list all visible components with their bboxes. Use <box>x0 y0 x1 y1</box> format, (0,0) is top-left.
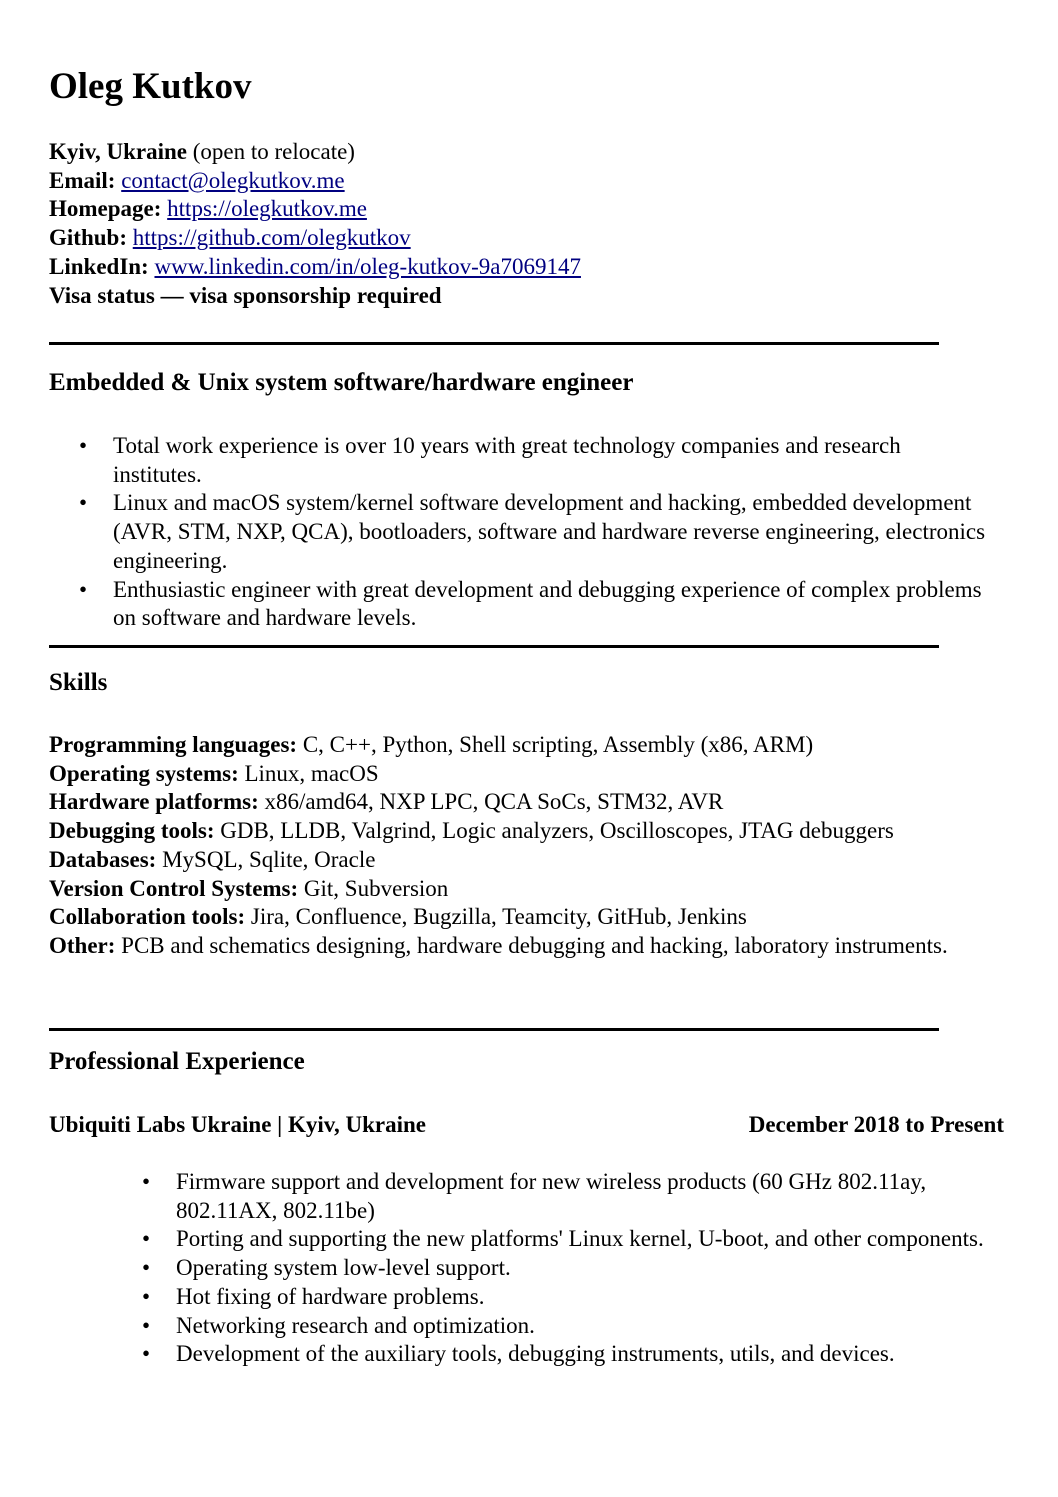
job-company: Ubiquiti Labs Ukraine | Kyiv, Ukraine <box>49 1112 426 1137</box>
list-item-text: Porting and supporting the new platforms' Linux kernel, U-boot, and other components. <box>176 1226 984 1252</box>
linkedin-label: LinkedIn: <box>49 253 155 279</box>
list-item-text: Firmware support and development for new wireless products (60 GHz 802.11ay, 802.11AX, 802.11be) <box>176 1169 927 1223</box>
bullet-icon: • <box>79 433 88 458</box>
list-item <box>79 576 993 633</box>
linkedin-link[interactable]: www.linkedin.com/in/oleg-kutkov-9a7069147 <box>154 253 581 279</box>
skill-value: Jira, Confluence, Bugzilla, Teamcity, GitHub, Jenkins <box>245 904 747 930</box>
list-item <box>79 489 993 575</box>
bullet-icon: • <box>79 576 88 602</box>
summary-heading: Embedded & Unix system software/hardware engineer <box>49 369 634 396</box>
homepage-link[interactable]: https://olegkutkov.me <box>167 196 367 222</box>
bullet-icon: • <box>142 1169 151 1194</box>
bullet-icon: • <box>142 1283 151 1309</box>
skill-row <box>49 731 989 760</box>
summary-list <box>79 432 993 633</box>
job-duties-list <box>142 1168 996 1369</box>
list-item-text: Operating system low-level support. <box>176 1255 511 1281</box>
location-line <box>49 138 581 167</box>
list-item-text: Networking research and optimization. <box>176 1312 535 1338</box>
skill-label: Collaboration tools: <box>49 904 246 930</box>
list-item <box>142 1225 996 1254</box>
github-line <box>49 224 581 253</box>
list-item-text: Total work experience is over 10 years with great technology companies and research institutes. <box>113 433 901 487</box>
skill-row <box>49 788 989 817</box>
skill-label: Operating systems: <box>49 760 239 786</box>
skill-label: Version Control Systems: <box>49 875 299 901</box>
skill-value: MySQL, Sqlite, Oracle <box>156 846 376 872</box>
skill-row <box>49 903 989 932</box>
list-item <box>142 1283 996 1312</box>
list-item-text: Linux and macOS system/kernel software development and hacking, embedded development (AVR, STM, NXP, QCA), bootloaders, software and hardware reverse engineering, electronics engineering. <box>113 490 986 573</box>
skill-row <box>49 875 989 904</box>
list-item <box>142 1312 996 1341</box>
github-link[interactable]: https://github.com/olegkutkov <box>132 225 411 251</box>
resume-name: Oleg Kutkov <box>49 66 252 107</box>
skill-row <box>49 932 989 961</box>
list-item <box>142 1254 996 1283</box>
skill-value: PCB and schematics designing, hardware debugging and hacking, laboratory instruments. <box>115 932 948 958</box>
list-item <box>142 1168 996 1225</box>
skill-row <box>49 760 989 789</box>
skill-label: Hardware platforms: <box>49 789 259 815</box>
skill-row <box>49 817 989 846</box>
skills-heading: Skills <box>49 669 108 696</box>
skill-value: GDB, LLDB, Valgrind, Logic analyzers, Oscilloscopes, JTAG debuggers <box>214 818 894 844</box>
skill-value: C, C++, Python, Shell scripting, Assembly (x86, ARM) <box>297 732 814 757</box>
email-line <box>49 167 581 196</box>
job-dates: December 2018 to Present <box>748 1112 1004 1137</box>
homepage-label: Homepage: <box>49 196 168 222</box>
bullet-icon: • <box>142 1226 151 1252</box>
homepage-line <box>49 195 581 224</box>
location: Kyiv, Ukraine <box>49 139 188 164</box>
experience-heading: Professional Experience <box>49 1048 305 1075</box>
bullet-icon: • <box>142 1255 151 1281</box>
skill-row <box>49 846 989 875</box>
github-label: Github: <box>49 225 133 251</box>
skills-list <box>49 731 989 961</box>
section-divider <box>49 1028 939 1031</box>
list-item <box>79 432 993 489</box>
email-label: Email: <box>49 167 122 193</box>
email-link[interactable]: contact@olegkutkov.me <box>121 167 345 193</box>
skill-label: Other: <box>49 932 116 958</box>
list-item-text: Hot fixing of hardware problems. <box>176 1283 485 1309</box>
section-divider <box>49 645 939 648</box>
bullet-icon: • <box>79 490 88 516</box>
list-item-text: Enthusiastic engineer with great development and debugging experience of complex problems on software and hardware levels. <box>113 576 982 631</box>
skill-value: x86/amd64, NXP LPC, QCA SoCs, STM32, AVR <box>258 789 724 815</box>
section-divider <box>49 342 939 345</box>
contact-block <box>49 138 581 310</box>
bullet-icon: • <box>142 1341 151 1367</box>
list-item-text: Development of the auxiliary tools, debugging instruments, utils, and devices. <box>176 1341 895 1367</box>
linkedin-line <box>49 253 581 282</box>
list-item <box>142 1340 996 1369</box>
skill-label: Debugging tools: <box>49 818 215 844</box>
skill-value: Git, Subversion <box>298 875 449 901</box>
skill-value: Linux, macOS <box>238 760 379 786</box>
relocate-note: (open to relocate) <box>187 139 355 164</box>
bullet-icon: • <box>142 1312 151 1338</box>
visa-status: Visa status — visa sponsorship required <box>49 282 442 308</box>
skill-label: Programming languages: <box>49 732 298 757</box>
skill-label: Databases: <box>49 846 157 872</box>
